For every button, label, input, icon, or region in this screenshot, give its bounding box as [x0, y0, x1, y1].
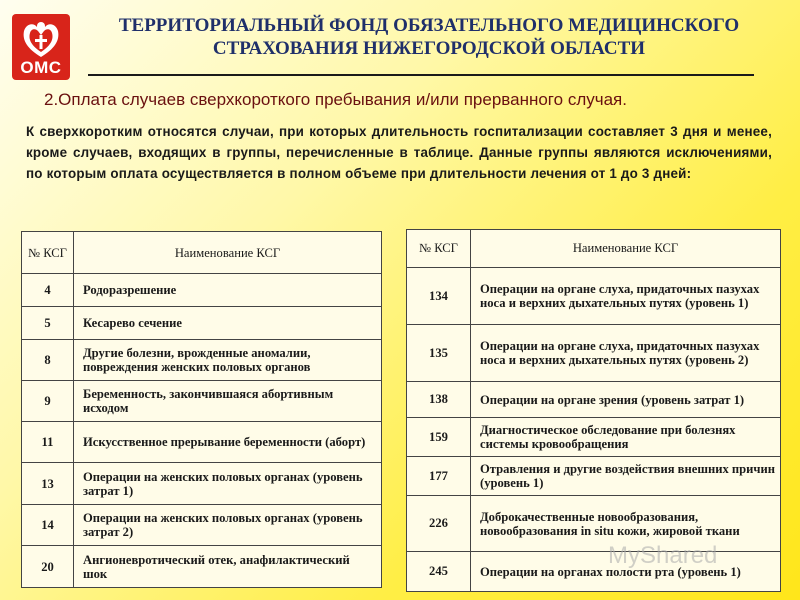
ksg-name: Отравления и другие воздействия внешних причин (уровень 1) — [471, 457, 781, 496]
ksg-number: 13 — [22, 463, 74, 505]
ksg-table-left — [21, 231, 382, 588]
column-header-num: № КСГ — [22, 232, 74, 274]
ksg-name: Диагностическое обследование при болезнях системы кровообращения — [471, 418, 781, 457]
table-row — [407, 325, 781, 382]
column-header-name: Наименование КСГ — [74, 232, 382, 274]
title-line-1: ТЕРРИТОРИАЛЬНЫЙ ФОНД ОБЯЗАТЕЛЬНОГО МЕДИЦИНСКОГО — [118, 15, 740, 36]
section-subtitle: 2.Оплата случаев сверхкороткого пребывания и/или прерванного случая. — [44, 90, 627, 109]
ksg-name: Искусственное прерывание беременности (аборт) — [74, 422, 382, 463]
oms-emblem-icon — [18, 19, 64, 59]
table-header-row — [22, 232, 382, 274]
table-row — [407, 457, 781, 496]
table-header-row — [407, 230, 781, 268]
column-header-num: № КСГ — [407, 230, 471, 268]
table-row — [407, 496, 781, 552]
column-header-name: Наименование КСГ — [471, 230, 781, 268]
ksg-number: 135 — [407, 325, 471, 382]
ksg-number: 14 — [22, 505, 74, 546]
table-row — [407, 382, 781, 418]
header-divider — [88, 74, 754, 76]
title-line-2: СТРАХОВАНИЯ НИЖЕГОРОДСКОЙ ОБЛАСТИ — [212, 38, 646, 59]
table-row — [22, 381, 382, 422]
table-row — [22, 340, 382, 381]
ksg-number: 134 — [407, 268, 471, 325]
ksg-number: 159 — [407, 418, 471, 457]
ksg-name: Родоразрешение — [74, 274, 382, 307]
table-row — [407, 418, 781, 457]
ksg-number: 8 — [22, 340, 74, 381]
ksg-number: 9 — [22, 381, 74, 422]
table-row — [22, 274, 382, 307]
table-row — [407, 268, 781, 325]
ksg-number: 138 — [407, 382, 471, 418]
table-row — [407, 552, 781, 592]
ksg-name: Кесарево сечение — [74, 307, 382, 340]
ksg-name: Операции на органе слуха, придаточных пазухах носа и верхних дыхательных путях (уровень 1) — [471, 268, 781, 325]
ksg-number: 4 — [22, 274, 74, 307]
table-row — [22, 307, 382, 340]
ksg-name: Беременность, закончившаяся абортивным исходом — [74, 381, 382, 422]
ksg-name: Операции на органе зрения (уровень затрат 1) — [471, 382, 781, 418]
ksg-name: Операции на женских половых органах (уровень затрат 2) — [74, 505, 382, 546]
ksg-name: Операции на женских половых органах (уровень затрат 1) — [74, 463, 382, 505]
table-row — [22, 546, 382, 588]
ksg-name: Доброкачественные новообразования, новообразования in situ кожи, жировой ткани — [471, 496, 781, 552]
intro-paragraph: К сверхкоротким относятся случаи, при которых длительность госпитализации составляет 3 дня и менее, кроме случаев, входящих в группы, перечисленные в таблице. Данные группы являются исключениями, по которым оплата осуществляется в полном объеме при длительности лечения от 1 до 3 дней: — [26, 124, 772, 181]
ksg-number: 20 — [22, 546, 74, 588]
table-row — [22, 422, 382, 463]
ksg-name: Операции на органе слуха, придаточных пазухах носа и верхних дыхательных путях (уровень 2) — [471, 325, 781, 382]
ksg-number: 226 — [407, 496, 471, 552]
ksg-name: Другие болезни, врожденные аномалии, повреждения женских половых органов — [74, 340, 382, 381]
ksg-name: Операции на органах полости рта (уровень 1) — [471, 552, 781, 592]
ksg-number: 5 — [22, 307, 74, 340]
ksg-name: Ангионевротический отек, анафилактический шок — [74, 546, 382, 588]
ksg-number: 245 — [407, 552, 471, 592]
ksg-table-right — [406, 229, 781, 592]
page-title — [84, 14, 774, 60]
oms-logo — [12, 14, 70, 80]
table-row — [22, 463, 382, 505]
logo-text: ОМС — [20, 58, 62, 77]
ksg-number: 177 — [407, 457, 471, 496]
table-row — [22, 505, 382, 546]
watermark: MyShared — [608, 542, 718, 569]
ksg-number: 11 — [22, 422, 74, 463]
